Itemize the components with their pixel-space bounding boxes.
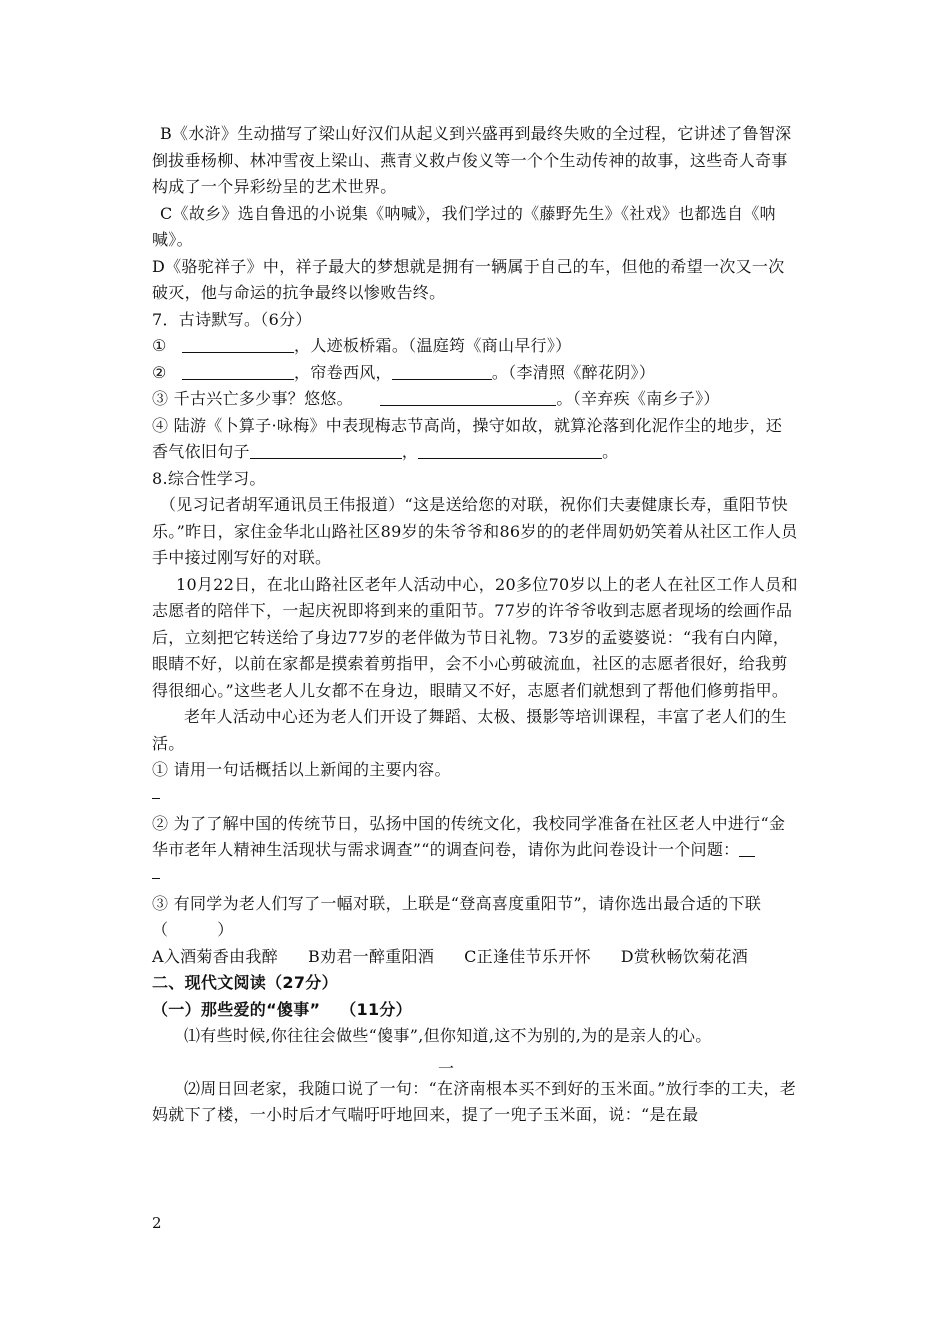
page-content (152, 121, 798, 1129)
question-7-title: 7．古诗默写。（6分） (152, 309, 312, 329)
choice-b[interactable]: B劝君一醉重阳酒 (307, 946, 435, 966)
couplet-choices (152, 944, 798, 971)
poem-item-1 (152, 333, 798, 360)
choice-d[interactable]: D赏秋畅饮菊花酒 (620, 946, 749, 966)
reading-1-title (152, 997, 798, 1024)
answer-blank[interactable] (182, 336, 294, 353)
item-4-tail: 。 (602, 442, 619, 461)
sub-question-2-text: ② 为了了解中国的传统节日，弘扬中国的传统文化，我校同学准备在社区老人中进行“金华市老年人精神生活现状与需求调查”“的调查问卷，请你为此问卷设计一个问题： (152, 813, 786, 859)
answer-blank[interactable] (250, 442, 402, 459)
answer-blank[interactable] (418, 442, 602, 459)
news-paragraph-2: 10月22日，在北山路社区老年人活动中心，20多位70岁以上的老人在社区工作人员和志愿者的陪伴下，一起庆祝即将到来的重阳节。77岁的许爷爷收到志愿者现场的绘画作品后，立刻把它转送给了身边77岁的老伴做为节日礼物。73岁的孟婆婆说：“我有白内障，眼睛不好，以前在家都是摸索着剪指甲，会不小心剪破流血，社区的志愿者很好，给我剪得很细心。”这些老人儿女都不在身边，眼睛又不好，志愿者们就想到了帮他们修剪指甲。 (152, 574, 798, 700)
reading-paragraph-2: ⑵周日回老家，我随口说了一句：“在济南根本买不到好的玉米面。”放行李的工夫，老妈就下了楼，一小时后才气喘吁吁地回来，提了一兜子玉米面，说：“是在最 (152, 1078, 797, 1124)
sub-question-3: ③ 有同学为老人们写了一幅对联，上联是“登高喜度重阳节”，请你选出最合适的下联（ ） (152, 893, 762, 939)
reading-1-score: （11分） (340, 999, 412, 1019)
item-2-number: ② (152, 362, 167, 382)
answer-line[interactable] (152, 864, 160, 879)
reading-paragraph-1: ⑴有些时候,你往往会做些“傻事”,但你知道,这不为别的,为的是亲人的心。 (184, 1026, 712, 1045)
item-4-text: ④ 陆游《卜算子·咏梅》中表现梅志节高尚，操守如故，就算沦落到化泥作尘的地步，还香气依旧句子 (152, 415, 783, 461)
item-1-number: ① (152, 336, 167, 355)
option-b-paragraph: B《水浒》生动描写了梁山好汉们从起义到兴盛再到最终失败的全过程，它讲述了鲁智深倒拔垂杨柳、林冲雪夜上梁山、燕青义救卢俊义等一个个生动传神的故事，这些奇人奇事构成了一个异彩纷呈的艺术世界。 (152, 124, 792, 196)
option-c-paragraph: C《故乡》选自鲁迅的小说集《呐喊》，我们学过的《藤野先生》《社戏》也都选自《呐喊》。 (152, 203, 776, 249)
poem-item-4 (152, 413, 798, 466)
item-4-mid: ， (401, 442, 419, 461)
answer-blank[interactable] (380, 389, 556, 406)
item-2-tail: 。（李清照《醉花阴》） (491, 362, 656, 382)
item-3-tail: 。（辛弃疾《南乡子》） (556, 389, 720, 408)
news-paragraph-1: （见习记者胡军通讯员王伟报道）“这是送给您的对联，祝你们夫妻健康长寿，重阳节快乐。”昨日，家住金华北山路社区89岁的朱爷爷和86岁的的老伴周奶奶笑着从社区工作人员手中接过刚写好的对联。 (152, 495, 798, 567)
choice-a[interactable]: A入酒菊香由我醉 (152, 946, 278, 966)
answer-blank[interactable] (739, 840, 755, 857)
section-2-title: 二、现代文阅读（27分） (152, 973, 338, 992)
reading-1-title-text: （一）那些爱的“傻事” (152, 999, 321, 1019)
answer-blank[interactable] (392, 363, 492, 380)
news-paragraph-3: 老年人活动中心还为老人们开设了舞蹈、太极、摄影等培训课程，丰富了老人们的生活。 (152, 707, 788, 753)
poem-item-3 (152, 386, 798, 413)
question-8-title: 8.综合性学习。 (152, 468, 266, 488)
item-2-text: ，帘卷西风， (294, 362, 392, 382)
sub-question-2 (152, 811, 798, 864)
item-3-text: ③ 千古兴亡多少事？悠悠。 (152, 389, 353, 408)
answer-blank[interactable] (182, 363, 294, 380)
poem-item-2 (152, 360, 798, 387)
choice-c[interactable]: C正逢佳节乐开怀 (464, 946, 591, 966)
answer-line[interactable] (152, 784, 160, 799)
option-d-paragraph: D《骆驼祥子》中，祥子最大的梦想就是拥有一辆属于自己的车，但他的希望一次又一次破灭，他与命运的抗争最终以惨败告终。 (152, 256, 785, 302)
sub-question-1: ① 请用一句话概括以上新闻的主要内容。 (152, 760, 451, 779)
page-number: 2 (152, 1214, 162, 1232)
separator-mark (152, 1050, 798, 1076)
separator-glyph: 一 (438, 1058, 455, 1078)
item-1-text: ，人迹板桥霜。（温庭筠《商山早行》） (294, 336, 572, 355)
